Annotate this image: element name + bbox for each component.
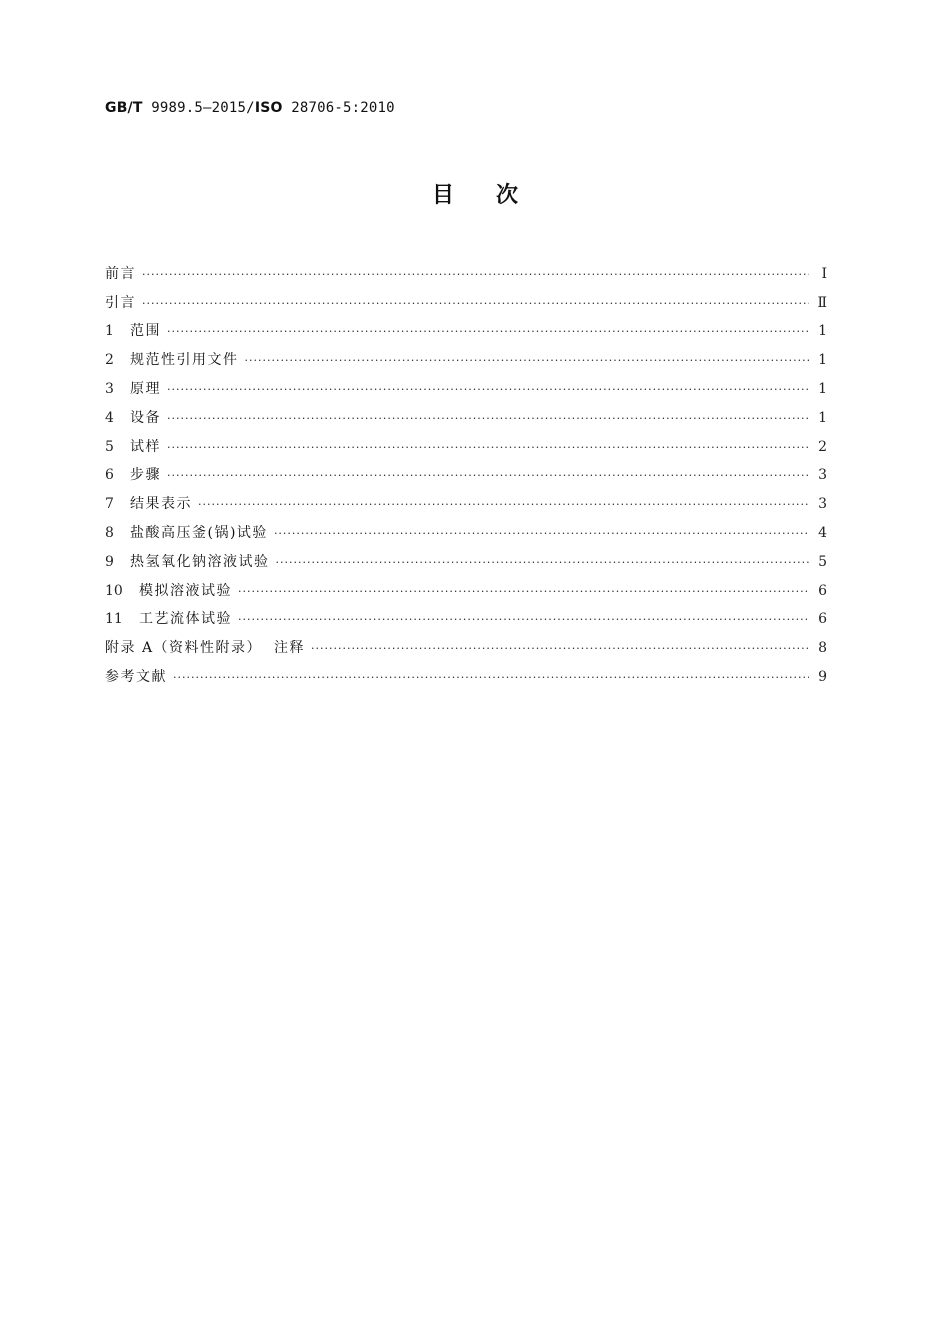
toc-leader-dots	[198, 495, 809, 515]
table-of-contents	[105, 256, 827, 688]
toc-leader-dots	[167, 466, 809, 486]
toc-leader-dots	[167, 409, 809, 429]
toc-leader-dots	[142, 265, 809, 285]
toc-entry-annex-a[interactable]	[105, 630, 827, 659]
toc-entry-page: 6	[818, 582, 827, 599]
toc-entry-label: 工艺流体试验	[139, 611, 232, 628]
toc-entry-label: 规范性引用文件	[130, 352, 239, 369]
toc-entry-7[interactable]	[105, 486, 827, 515]
toc-entry-label: 设备	[130, 409, 161, 426]
toc-leader-dots	[245, 351, 810, 371]
toc-entry-10[interactable]	[105, 573, 827, 602]
toc-entry-number: 6	[105, 467, 114, 484]
toc-leader-dots	[311, 639, 809, 659]
toc-entry-label: 参考文献	[105, 668, 167, 685]
toc-leader-dots	[167, 322, 809, 342]
toc-entry-page: 1	[818, 380, 827, 397]
toc-entry-label: 试样	[130, 438, 161, 455]
std-code-number: 9989.5—2015/	[142, 100, 255, 116]
toc-entry-label: 前言	[105, 265, 136, 282]
toc-entry-label: 结果表示	[130, 496, 192, 513]
toc-entry-page: 1	[818, 352, 827, 369]
toc-entry-label: 盐酸高压釜(锅)试验	[130, 524, 268, 541]
toc-leader-dots	[173, 668, 809, 688]
toc-leader-dots	[238, 582, 809, 602]
toc-entry-2[interactable]	[105, 342, 827, 371]
toc-entry-9[interactable]	[105, 544, 827, 573]
standard-number-header	[105, 100, 395, 116]
toc-entry-5[interactable]	[105, 429, 827, 458]
std-code-iso: ISO	[254, 100, 283, 116]
toc-entry-1[interactable]	[105, 314, 827, 343]
toc-entry-label: 附录 A（资料性附录） 注释	[105, 640, 305, 657]
std-code-prefix: GB/T	[105, 100, 143, 116]
toc-entry-label: 引言	[105, 294, 136, 311]
toc-entry-number: 5	[105, 438, 114, 455]
toc-title: 目次	[431, 183, 560, 208]
toc-entry-number: 4	[105, 409, 114, 426]
toc-entry-page: 8	[818, 640, 827, 657]
toc-leader-dots	[142, 294, 809, 314]
toc-entry-page: Ⅱ	[817, 294, 827, 311]
toc-leader-dots	[167, 380, 809, 400]
toc-entry-number: 2	[105, 352, 114, 369]
toc-entry-number: 1	[105, 323, 114, 340]
toc-entry-foreword[interactable]	[105, 256, 827, 285]
toc-entry-number: 9	[105, 553, 114, 570]
toc-entry-8[interactable]	[105, 515, 827, 544]
toc-entry-label: 范围	[130, 323, 161, 340]
toc-entry-page: 1	[818, 409, 827, 426]
toc-entry-6[interactable]	[105, 458, 827, 487]
toc-entry-page: 3	[818, 467, 827, 484]
toc-leader-dots	[238, 610, 809, 630]
toc-entry-number: 8	[105, 524, 114, 541]
toc-entry-label: 步骤	[130, 467, 161, 484]
std-code-iso-number: 28706-5:2010	[282, 100, 395, 116]
toc-leader-dots	[274, 524, 809, 544]
toc-entry-page: 5	[818, 553, 827, 570]
toc-entry-number: 10	[105, 582, 123, 599]
toc-entry-page: Ⅰ	[821, 265, 827, 282]
toc-entry-number: 3	[105, 380, 114, 397]
toc-entry-bibliography[interactable]	[105, 659, 827, 688]
toc-entry-page: 6	[818, 611, 827, 628]
toc-entry-page: 2	[818, 438, 827, 455]
toc-entry-4[interactable]	[105, 400, 827, 429]
toc-entry-3[interactable]	[105, 371, 827, 400]
toc-entry-page: 4	[818, 524, 827, 541]
toc-leader-dots	[276, 553, 810, 573]
toc-entry-introduction[interactable]	[105, 285, 827, 314]
toc-entry-label: 原理	[130, 380, 161, 397]
toc-entry-page: 1	[818, 323, 827, 340]
toc-entry-label: 模拟溶液试验	[139, 582, 232, 599]
toc-entry-number: 11	[105, 611, 123, 628]
toc-entry-label: 热氢氧化钠溶液试验	[130, 553, 270, 570]
toc-entry-11[interactable]	[105, 602, 827, 631]
toc-entry-page: 9	[818, 668, 827, 685]
toc-entry-number: 7	[105, 496, 114, 513]
toc-entry-page: 3	[818, 496, 827, 513]
toc-leader-dots	[167, 438, 809, 458]
